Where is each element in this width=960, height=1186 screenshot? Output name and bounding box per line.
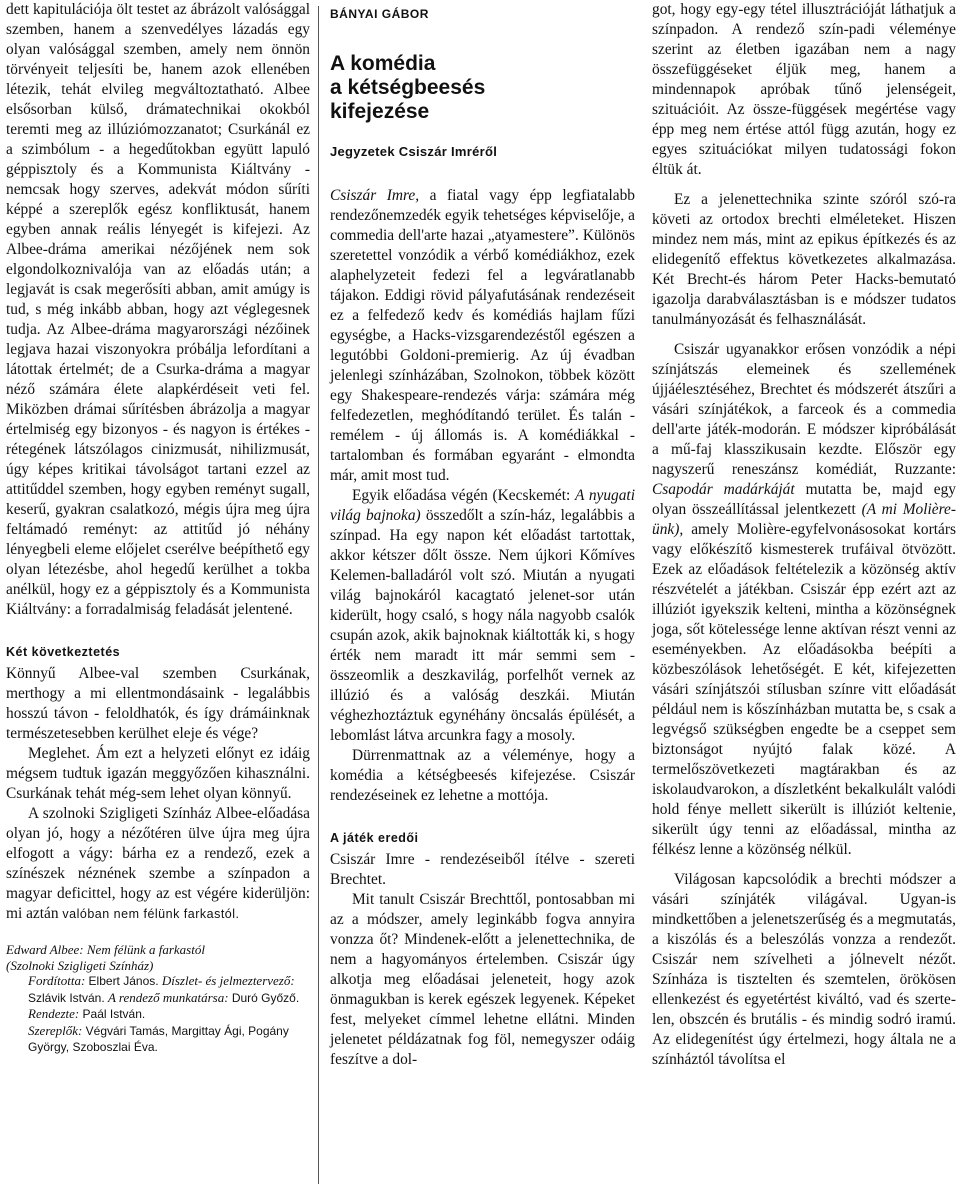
credit-play: Edward Albee: Nem félünk a farkastól: [6, 942, 205, 957]
title-line: a kétségbeesés: [330, 76, 486, 99]
body-paragraph: Ez a jelenettechnika szinte szóról szó-ra követi az ortodox brechti elméleteket. Hiszen mindez nem más, mint az epikus építkezés és az elidegenítő effektus következetes alkalmazása. Két Brecht-és három Peter Hacks-bemutató igazolja darabválasztásban is e módszer tudatos tanulmányozását és felhasználását.: [652, 191, 956, 328]
column-left: [6, 0, 310, 1056]
paragraph-text: A szolnoki Szigligeti Színház Albee-előadása olyan jó, hogy a nézőtéren ülve újra meg újra elfogott a vágy: bárha ez a rendező, ezek a színészek néznének szembe a színpadon a magyar deficittel, hogy az est végére kiderüljön: mi aztán: [6, 805, 310, 922]
column-divider: [318, 6, 319, 1184]
body-paragraph: Meglehet. Ám ezt a helyzeti előnyt ez idáig mégsem tudtuk igazán meggyőzően kihasználni. Csurkának tehát még-sem lehet olyan könnyű.: [6, 745, 310, 802]
credit-line: Fordította: Elbert János. Díszlet- és jelmeztervező: Szlávik István. A rendező munkatársa: Duró Győző. Rendezte: Paál István.: [28, 973, 300, 1021]
body-paragraph: Dürrenmattnak az a véleménye, hogy a komédia a kétségbeesés kifejezése. Csiszár rendezéseinek ez lehetne a mottója.: [330, 747, 635, 804]
paragraph-text: amely Molière-egyfelvonásosokat kortárs vagy előkészítő kismesterek trufáival ötvözött. Ezek az előadások feltételezik a közönség aktív részvételét a játékban. Csiszár épp ezért azt az illúziót igyekszik kelteni, mintha a közönségnek joga, sőt kötelessége lenne aktívan részt venni az eseményekben. Az előadásokba beépíti a közbeszólások lehetőségét. E két, kifejezetten vásári színjátszói stílusban színre vitt előadását például nem is kőszínházban mutatta be, s csak a legvégső szükségben engedte be a cseppet sem biztonságot nyújtó falak közé. A termelőszövetkezeti magtárakban és az iskolaudvarokon, a díszletként bekalkulált valódi hold fénye mellett sikerült is illúziót keltenie, sikerült úgy tenni az előadással, mintha az félkész lenne a közönség nélkül.: [652, 521, 956, 858]
body-paragraph: Csiszár Imre - rendezéseiből ítélve - szereti Brechtet.: [330, 851, 635, 888]
body-paragraph: [330, 486, 635, 746]
name-italic: Csiszár Imre,: [330, 187, 420, 204]
work-title: Csapodár madárkáját: [652, 481, 795, 498]
title-line: A komédia: [330, 52, 436, 75]
body-paragraph: Mit tanult Csiszár Brechttől, pontosabban mi az a módszer, amely leginkább fogva annyira vonzza őt? Mindenek-előtt a jelenettechnika, de nem a hagyományos értelemben. Csiszár úgy alkotja meg előadásai jeleneteit, hogy azok önmagukban is kerek egészek legyenek. Képeket fest, melyeket címmel lehetne ellátni. Minden jelenetet példázatnak fog föl, nemegyszer odáig feszítve a dol-: [330, 891, 635, 1068]
body-paragraph: [652, 340, 956, 860]
title-line: kifejezése: [330, 100, 430, 123]
work-title: A nyugati világ bajnoka): [330, 487, 635, 524]
paragraph-text: Egyik előadása végén (Kecskemét:: [352, 487, 571, 504]
paragraph-text: a fiatal vagy épp legfiatalabb rendezőnemzedék egyik tehetséges képviselője, a commedia dell'arte hazai „atyamestere”. Különös szeretettel vonzódik a vérbő komédiákhoz, ezek alaphelyzeteit fedezi fel a legváratlanabb tájakon. Eddigi rövid pályafutásának rendezéseit ez a felfedező kedv és komédiás hajlam fűzi egységbe, a Hacks-vizsgarendezéstől egészen a legutóbbi Goldoni-premierig. Az új évadban jelenlegi színházában, Szolnokon, többek között egy Shakespeare-rendezés várja: számára még felfedezetlen, meghódítandó terület. És talán - remélem - új állomás is. A komédiákkal - tartalomban és formában egyaránt - elmondta már, amit most tud.: [330, 187, 635, 484]
credit-cast: Szereplők: Végvári Tamás, Margittay Ági, Pogány György, Szoboszlai Éva.: [28, 1022, 289, 1054]
production-credits: [6, 942, 310, 1056]
work-title: (A mi Molière-ünk),: [652, 501, 956, 538]
section-heading: A játék eredői: [330, 831, 419, 845]
body-paragraph: [6, 804, 310, 924]
paragraph-ending: valóban nem félünk farkastól.: [62, 907, 240, 921]
author-byline: BÁNYAI GÁBOR: [330, 7, 429, 21]
article-subtitle: Jegyzetek Csiszár Imréről: [330, 144, 498, 159]
paragraph-text: Csiszár ugyanakkor erősen vonzódik a népi színjátszás elemeinek és szellemének újjáélesztéséhez, Brechtet és módszerét átszűri a vásári színjátékok, a farceok és a commedia dell'arte játék-modorán. E módszer kipróbálását a mű-faj klasszikusain kezdte. Először egy nagyszerű reneszánsz komédiát, Ruzzante:: [652, 341, 956, 478]
section-heading: Két következtetés: [6, 645, 121, 659]
body-paragraph: Világosan kapcsolódik a brechti módszer a vásári színjáték világával. Ugyan-is mindkettőben a jelenetszerűség és a megmutatás, a kiszólás és a beleszólás vonzza a rendezőt. Csiszár nem szívelheti a jólnevelt nézőt. Színháza is tisztelten és szemtelen, örökösen ellenkezést és egyetértést kiváltó, vad és szerte-len, obszcén és brutális - és mindig sodró iramú. Az elidegenítést úgy értelmezi, hogy általa ne a színháztól távolítsa el: [652, 871, 956, 1068]
paragraph-text: összedőlt a szín-ház, legalábbis a színpad. Ha egy napon két előadást tartottak, akkor kétszer dőlt össze. Nem újkori Kőmíves Kelemen-balladáról volt szó. Miután a nyugati világ bajnokáról kacagtató jelenet-sor után kiderült, hogy csaló, s hogy nála nagyobb csalók csupán azok, akik bajnoknak kiáltották ki, s hogy érték nem maradt itt már semmi sem - összeomlik a deszkavilág, porfelhőt vernek az illúzió és a valóság deszkái. Miután véghezhoztáztuk egynéhány öncsalás épülését, a lebomlást látva arcunkra fagy a mosoly.: [330, 507, 635, 744]
body-paragraph: [330, 186, 635, 486]
body-paragraph: dett kapitulációja ölt testet az ábrázolt valósággal szemben, hanem a szenvedélyes lázadás egy olyan valósággal szemben, amely nem önnön törvényeit teljesíti be, hanem azok ellenében létezik, tehát elvileg megváltoztatható. Albee elsősorban külső, drámatechnikai okokból teremti meg az illúziómozzanatot; Csurkánál ez a szimbólum - a hegedűtokban együtt lapuló géppisztoly és a Kommunista Kiáltvány - nemcsak hogy szerves, adekvát módon sűríti képpé a szereplők egész konfliktusát, hanem egyben annak reális lényegét is kifejezi. Az Albee-dráma amerikai nézőjének nem sok elgondolkoznivalója van az előadás után; a legjavát is csak megerősíti abban, amit amúgy is tud, s még inkább abban, hogy azt véglegesnek tudja. Az Albee-dráma magyarországi nézőinek legjava hazai viszonyokra próbálja lefordítani a látottak értelmét; de a Csurka-dráma a magyar néző számára élete alapkérdéseit veti fel. Miközben drámai sűrítésben ábrázolja a magyar értelmiség egy bizonyos - és nagyon is értékes - rétegének látszólagos cinizmusát, nihilizmusát, úgy képes kritikai távolságot tartani ezzel az attitűddel szemben, hogy egyben reményt sugall, keserű, gyakran csalatkozó, mégis újra meg újra feltámadó reményt: az attitűd jó néhány lényegbeli eleme előjelet cserélve beépíthető egy olyan létezésbe, ahol hegedű kerülhet a tokba anélkül, hogy ez a géppisztoly és a Kommunista Kiáltvány: a forradalmiság feladását jelentené.: [6, 1, 310, 618]
body-paragraph: Könnyű Albee-val szemben Csurkának, merthogy a mi ellentmondásaink - legalábbis hosszú távon - feloldhatók, és így drámáinknak természetesebben kerülhet eleje és vége?: [6, 665, 310, 742]
article-title: [330, 52, 635, 124]
column-middle: [330, 0, 635, 1070]
credit-theatre: (Szolnoki Szigligeti Színház): [6, 957, 154, 973]
body-paragraph: got, hogy egy-egy tétel illusztrációját láthatjuk a színpadon. A rendező szín-padi véleménye szerint az életben igazában nem a nagy összefüggéseket éljük meg, hanem a mindennapok apróbak tűnő jelenségeit, szituációit. Az össze-függések megértése vagy épp meg nem értése attól függ azután, hogy ez egyes szituációkat milyen tudatossági fokon éltük át.: [652, 1, 956, 178]
column-right: [652, 0, 956, 1070]
paragraph-text: mutatta be, majd egy olyan összeállítással jelentkezett: [652, 481, 956, 518]
